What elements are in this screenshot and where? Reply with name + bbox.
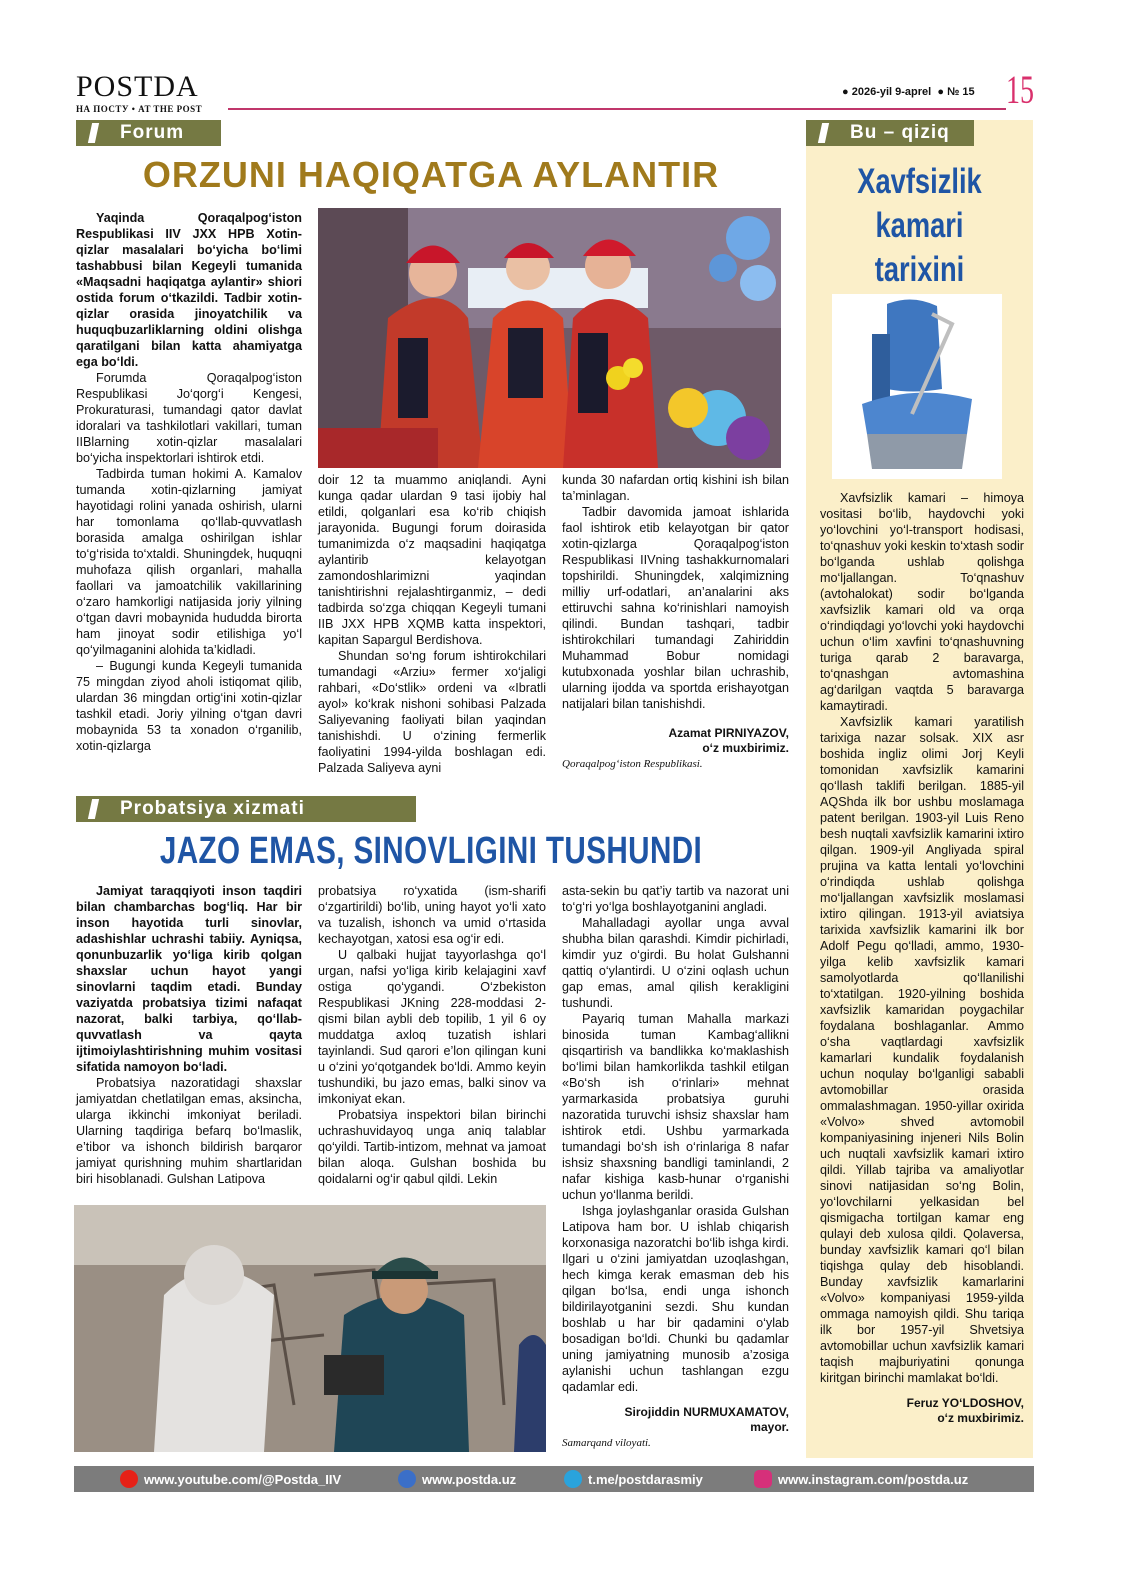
article2-title: JAZO EMAS, SINOVLIGINI TUSHUNDI [159, 830, 703, 872]
paragraph: Forumda Qoraqalpog‘iston Respublikasi Jo‘qorg‘i Kengesi, Prokuraturasi, tumandagi qator davlat idoralari va tashkilotlari vakillari, tuman IIBlarning xotin-qizlar masalalari bo‘yicha inspektorlari ishtirok etdi. [76, 371, 302, 465]
paragraph: Xavfsizlik kamari – himoya vositasi bo‘lib, haydovchi yoki yo‘lovchini yo‘l-transport hodisasi, to‘qnashuv yoki keskin to‘xtash sodir bo‘lganda ushlab qolishga mo‘ljallangan. To‘qnashuv (avtohalokat) sodir bo‘lganda xavfsizlik kamari old va orqa o‘rindiqdagi yo‘lovchi yoki haydovchi uchun o‘lim xavfini to‘qnashuvning turiga qarab 2 baravarga, to‘qnashgan avtomashina ag‘darilgan vaqtda 5 baravarga kamaytiradi. [820, 491, 1024, 713]
globe-icon [398, 1470, 416, 1488]
paragraph: Ishga joylashganlar orasida Gulshan Latipova ham bor. U ishlab chiqarish korxonasiga nazoratchi bo‘lib ishga kirdi. Ilgari u o‘zini jamiyatdan uzoqlashgan, hech kimga kerak emasman deb his qilgan bo‘lsa, endi unga ishonch bildirilayotganini sezdi. Shu kundan boshlab u har bir qadamini o‘ylab bosadigan bo‘ldi. Chunki bu qadamlar uning jamiyatning munosib a’zosiga aylanishi uchun tashlangan ezgu qadamlar edi. [562, 1204, 789, 1394]
youtube-icon [120, 1470, 138, 1488]
telegram-icon [564, 1470, 582, 1488]
logo-subtitle: НА ПОСТУ • AT THE POST [76, 104, 203, 114]
article1-title: ORZUNI HAQIQATGA AYLANTIR [142, 154, 720, 195]
sidebar-author: Feruz YO‘LDOSHOV, [906, 1396, 1024, 1410]
article1-col1 [76, 210, 302, 754]
paragraph: Payariq tuman Mahalla markazi binosida tuman Kambag‘allikni qisqartirish va bandlikka ko‘maklashish bo‘limi bilan hamkorlikda tashkil etilgan «Bo‘sh ish o‘rinlari» mehnat yarmarkasida probatsiya guruhi nazoratida turuvchi ishsiz shaxslar ham ishtirok etdi. Ushbu yarmarkada tumandagi bo‘sh ish o‘rinlariga 8 nafar ishsiz shaxsning bandligi taminlandi, 2 nafar kishiga kasb-hunar o‘rganishi uchun yo‘llanma berildi. [562, 1012, 789, 1202]
issue-date: 2026-yil 9-aprel [851, 86, 932, 98]
article2-author-role: mayor. [750, 1420, 789, 1434]
paragraph: Probatsiya nazoratidagi shaxslar jamiyatdan chetlatilgan emas, aksincha, ularga ikkinchi imkoniyat beriladi. Ularning taqdiriga befarq bo‘lmaslik, e’tibor va ishonch bildirish barqaror jamiyat qurishning muhim shartlaridan biri hisoblanadi. Gulshan Latipova [76, 1076, 302, 1186]
article1-col3 [562, 472, 789, 772]
seatbelt-image [832, 294, 1002, 479]
paragraph: Probatsiya inspektori bilan birinchi uchrashuvidayoq unga aniq talablar qo‘yildi. Tartib-intizom, mehnat va jamoat bilan aloqa. Gulshan boshida bu qoidalarni og‘ir qabul qildi. Lekin [318, 1108, 546, 1186]
footer-bar [74, 1466, 1034, 1492]
sidebar-author-role: o‘z muxbirimiz. [937, 1411, 1024, 1425]
sidebar-text [820, 490, 1024, 1426]
instagram-icon [754, 1470, 772, 1488]
paragraph: Mahalladagi ayollar unga avval shubha bilan qarashdi. Kimdir pichirladi, kimdir yuz o‘girdi. Bu holat Gulshanni qattiq o‘ylantirdi. U o‘zini oqlash uchun gap emas, amal qilish kerakligini tushundi. [562, 916, 789, 1010]
article2-lead: Jamiyat taraqqiyoti inson taqdiri bilan chambarchas bog‘liq. Har bir inson hayotida turli sinovlar, adashishlar uchrashi tabiiy. Ayniqsa, qonunbuzarlik yo‘liga kirib qolgan shaxslar uchun hayot yangi sinovlarni taqdim etadi. Bunday vaziyatda probatsiya tizimi nafaqat nazorat, balki tarbiya, qo‘llab-quvvatlash va qayta ijtimoiylashtirishning muhim vositasi sifatida namoyon bo‘ladi. [76, 884, 302, 1074]
paragraph: U qalbaki hujjat tayyorlashga qo‘l urgan, nafsi yo‘liga kirib kelajagini xavf ostiga qo‘ygandi. O‘zbekiston Respublikasi JKning 228-moddasi 2-qismi bilan aybli deb topilib, 1 yil 6 oy muddatga axloq tuzatish ishlari tayinlandi. Sud qarori e’lon qilingan kuni u o‘zini yo‘qotgandek bo‘ldi. Ammo keyin tushundiki, bu jazo emas, balki sinov va imkoniyat ekan. [318, 948, 546, 1106]
article2-col1 [76, 883, 302, 1187]
telegram-link[interactable]: t.me/postdarasmiy [588, 1471, 703, 1487]
paragraph: asta-sekin bu qat’iy tartib va nazorat uni to‘g‘ri yo‘lga boshlayotganini angladi. [562, 884, 789, 914]
sidebar-title: Xavfsizlik kamari tarixini [857, 162, 982, 289]
article1-place: Qoraqalpog‘iston Respublikasi. [562, 758, 703, 770]
article1-lead: Yaqinda Qoraqalpog‘iston Respublikasi IIV JXX HPB Xotin-qizlar masalalari bo‘yicha bo‘limi tashabbusi bilan Kegeyli tumanida «Maqsadni haqiqatga aylantir» shiori ostida forum o‘tkazildi. Tadbir xotin-qizlar orasida jinoyatchilik va huquqbuzarliklarning oldini olishga qaratilgani bilan katta ahamiyatga ega bo‘ldi. [76, 211, 302, 369]
bullet-icon: ● [937, 86, 944, 98]
issue-info [842, 86, 975, 98]
paragraph: Tadbirda tuman hokimi A. Kamalov tumanda xotin-qizlarning jamiyat hayotidagi rolini yanada oshirish, ularni har tomonlama qo‘llab-quvvatlash borasida amalga oshirilgan ishlar to‘g‘risida to‘xtaldi. Shuningdek, huquqni muhofaza qilish organlari, mahalla faollari va jamoatchilik vakillarining o‘zaro hamkorligi natijasida joriy yilning o‘tgan davri mobaynida hududda birorta ham jinoyat sodir etilishiga yo‘l qo‘yilmaganini alohida ta’kidladi. [76, 467, 302, 657]
paragraph: Shundan so‘ng forum ishtirokchilari tumandagi «Arziu» fermer xo‘jaligi rahbari, «Do‘stlik» ordeni va «Ibratli ayol» ko‘krak nishoni sohibasi Palzada Saliyevaning faoliyati bilan yaqindan tanishishdi. U o‘zining fermerlik faoliyatini 1994-yilda boshlagan edi. Palzada Saliyeva ayni [318, 649, 546, 775]
youtube-link[interactable]: www.youtube.com/@Postda_IIV [144, 1471, 342, 1487]
forum-photo [318, 208, 781, 468]
site-link[interactable]: www.postda.uz [422, 1471, 517, 1487]
instagram-link[interactable]: www.instagram.com/postda.uz [778, 1471, 969, 1487]
footer-instagram[interactable] [754, 1470, 968, 1488]
article2-author: Sirojiddin NURMUXAMATOV, [624, 1405, 789, 1419]
rubric-bu-qiziq: Bu – qiziq [806, 120, 974, 146]
paragraph: kunda 30 nafardan ortiq kishini ish bilan ta’minlagan. [562, 473, 789, 503]
paragraph: probatsiya ro‘yxatida (ism-sharifi o‘zgartirildi) bo‘lib, uning hayot yo‘li xato va tuzalish, ishonch va umid o‘rtasida kechayotgan, xatosi esa og‘ir edi. [318, 884, 546, 946]
footer-youtube[interactable] [120, 1470, 341, 1488]
article2-place: Samarqand viloyati. [562, 1437, 651, 1449]
footer-site[interactable] [398, 1470, 516, 1488]
article2-col3 [562, 883, 789, 1451]
newspaper-logo: POSTDA [76, 70, 199, 103]
article1-author-role: o‘z muxbirimiz. [702, 741, 789, 755]
paragraph: – Bugungi kunda Kegeyli tumanida 75 mingdan ziyod aholi istiqomat qilib, ulardan 36 mingdan ortig‘ini xotin-qizlar tashkil etadi. Joriy yilning o‘tgan davri mobaynida 53 ta xonadon o‘rganilib, xotin-qizlarga [76, 659, 302, 753]
paragraph: Tadbir davomida jamoat ishlarida faol ishtirok etib kelayotgan bir qator xotin-qizlarga Qoraqalpog‘iston Respublikasi IIVning tashakkurnomalari topshirildi. Shuningdek, xalqimizning milliy urf-odatlari, an’analarini aks ettiruvchi sahna ko‘rinishlari namoyish qilindi. Bundan tashqari, tadbir ishtirokchilari tumandagi Zahiriddin Muhammad Bobur nomidagi kutubxonada yoshlar bilan uchrashib, ularning ijodda va sportda erishayotgan natijalari bilan tanishishdi. [562, 505, 789, 711]
page-number: 15 [1006, 67, 1034, 112]
rubric-probatsiya: Probatsiya xizmati [76, 796, 416, 822]
footer-telegram[interactable] [564, 1470, 703, 1488]
rubric-forum: Forum [76, 120, 221, 146]
bullet-icon: ● [842, 86, 849, 98]
article1-col2 [318, 472, 546, 776]
article1-author: Azamat PIRNIYAZOV, [668, 726, 789, 740]
paragraph: doir 12 ta muammo aniqlandi. Ayni kunga qadar ulardan 9 tasi ijobiy hal etildi, qolganlari esa ko‘rib chiqish jarayonida. Bugungi forum doirasida tumanimizda o‘z maqsadini haqiqatga aylantirib kelayotgan zamondoshlarimizni yaqindan tanishtirishni rejalashtirganmiz, – dedi tadbirda so‘zga chiqqan Kegeyli tumani IIB JXX HPB XQMB katta inspektori, kapitan Sapargul Berdishova. [318, 473, 546, 647]
header-rule [228, 108, 1006, 110]
article2-col2 [318, 883, 546, 1187]
issue-number: № 15 [947, 86, 975, 98]
paragraph: Xavfsizlik kamari yaratilish tarixiga nazar solsak. XIX asr boshida ingliz olimi Jorj Keyli tomonidan xavfsizlik kamarini qo‘llash taklifi berilgan. 1885-yil AQShda ilk bor ushbu moslamaga patent berilgan. 1903-yil Luis Reno besh nuqtali xavfsizlik kamarini ixtiro qilgan. 1909-yil Angliyada spiral prujina va katta lentali yo‘lovchini o‘rindiqda ushlab qolishga mo‘ljallangan xavfsizlik moslamasi ixtiro qilingan. 1913-yil aviatsiya tarixida xavfsizlik kamarini ilk bor Adolf Pegu qo‘lladi, ammo, 1930-yilga kelib xavfsizlik kamari samolyotlarda qo‘llanilishi to‘xtatilgan. 1920-yilning boshida xavfsizlik kamaridan poygachilar foydalana boshlaganlar. Ammo o‘sha vaqtlardagi xavfsizlik kamarlari kundalik foydalanish uchun noqulay bo‘lganligi sababli avtomobillar orasida ommalashmagan. 1950-yillar oxirida «Volvo» shved avtomobil kompaniyasining injeneri Nils Bolin uch nuqtali xavfsizlik kamari ixtiro qildi. Yillab tajriba va amaliyotlar sinovi natijasidan so‘ng Bolin, yo‘lovchilarni yelkasidan bel qismigacha tortilgan kamar eng qulayi deb xulosa qildi. Qolaversa, bunday xavfsizlik kamari qo‘l bilan tiqishga qulay deb hisoblandi. Bunday xavfsizlik kamarlarini «Volvo» kompaniyasi 1959-yilda ommaga namoyish qildi. Shu tariqa ilk bor 1957-yil Shvetsiya avtomobillar uchun xavfsizlik kamari taqish majburiyatini qonunga kiritgan birinchi mamlakat bo‘ldi. [820, 715, 1024, 1385]
probation-photo [74, 1205, 546, 1452]
